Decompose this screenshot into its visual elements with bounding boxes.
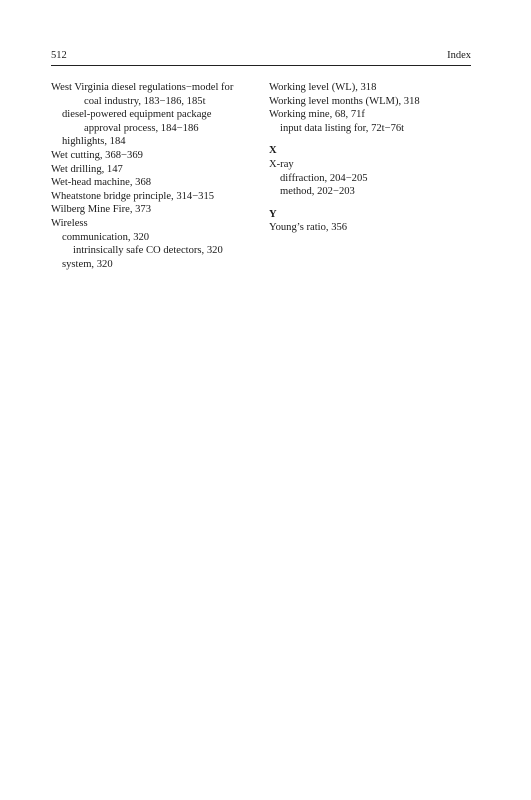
index-entry: Working level months (WLM), 318 bbox=[269, 95, 420, 107]
running-header bbox=[51, 50, 471, 66]
index-subentry: method, 202−203 bbox=[280, 186, 355, 198]
index-entry: West Virginia diesel regulations−model for bbox=[51, 82, 234, 93]
index-column-right bbox=[269, 81, 479, 235]
index-entry: Wet-head machine, 368 bbox=[51, 177, 152, 189]
index-subentry: system, 320 bbox=[62, 258, 113, 270]
index-entry: Wilberg Mine Fire, 373 bbox=[51, 204, 152, 216]
index-subentry: input data listing for, 72t−76t bbox=[280, 122, 405, 134]
index-letter-heading: X bbox=[269, 145, 277, 157]
running-title: Index bbox=[447, 50, 471, 61]
index-subentry: intrinsically safe CO detectors, 320 bbox=[73, 245, 223, 257]
index-entry: Working mine, 68, 71f bbox=[269, 109, 365, 121]
index-column-left bbox=[51, 81, 261, 271]
index-subentry: communication, 320 bbox=[62, 231, 150, 243]
index-entry: Wireless bbox=[51, 217, 88, 229]
index-subentry: highlights, 184 bbox=[62, 136, 126, 148]
index-entry: Wet drilling, 147 bbox=[51, 163, 123, 175]
index-entry: Wet cutting, 368−369 bbox=[51, 149, 143, 161]
index-subentry: approval process, 184−186 bbox=[84, 122, 199, 134]
index-entry: X-ray bbox=[269, 158, 294, 170]
index-entry: Working level (WL), 318 bbox=[269, 82, 377, 93]
page-number: 512 bbox=[51, 50, 67, 61]
index-entry: Wheatstone bridge principle, 314−315 bbox=[51, 190, 215, 202]
index-subentry: coal industry, 183−186, 185t bbox=[84, 95, 206, 107]
index-subentry: diesel-powered equipment package bbox=[62, 109, 212, 121]
index-letter-heading: Y bbox=[269, 208, 277, 220]
index-subentry: diffraction, 204−205 bbox=[280, 172, 368, 184]
index-entry: Young’s ratio, 356 bbox=[269, 222, 348, 234]
